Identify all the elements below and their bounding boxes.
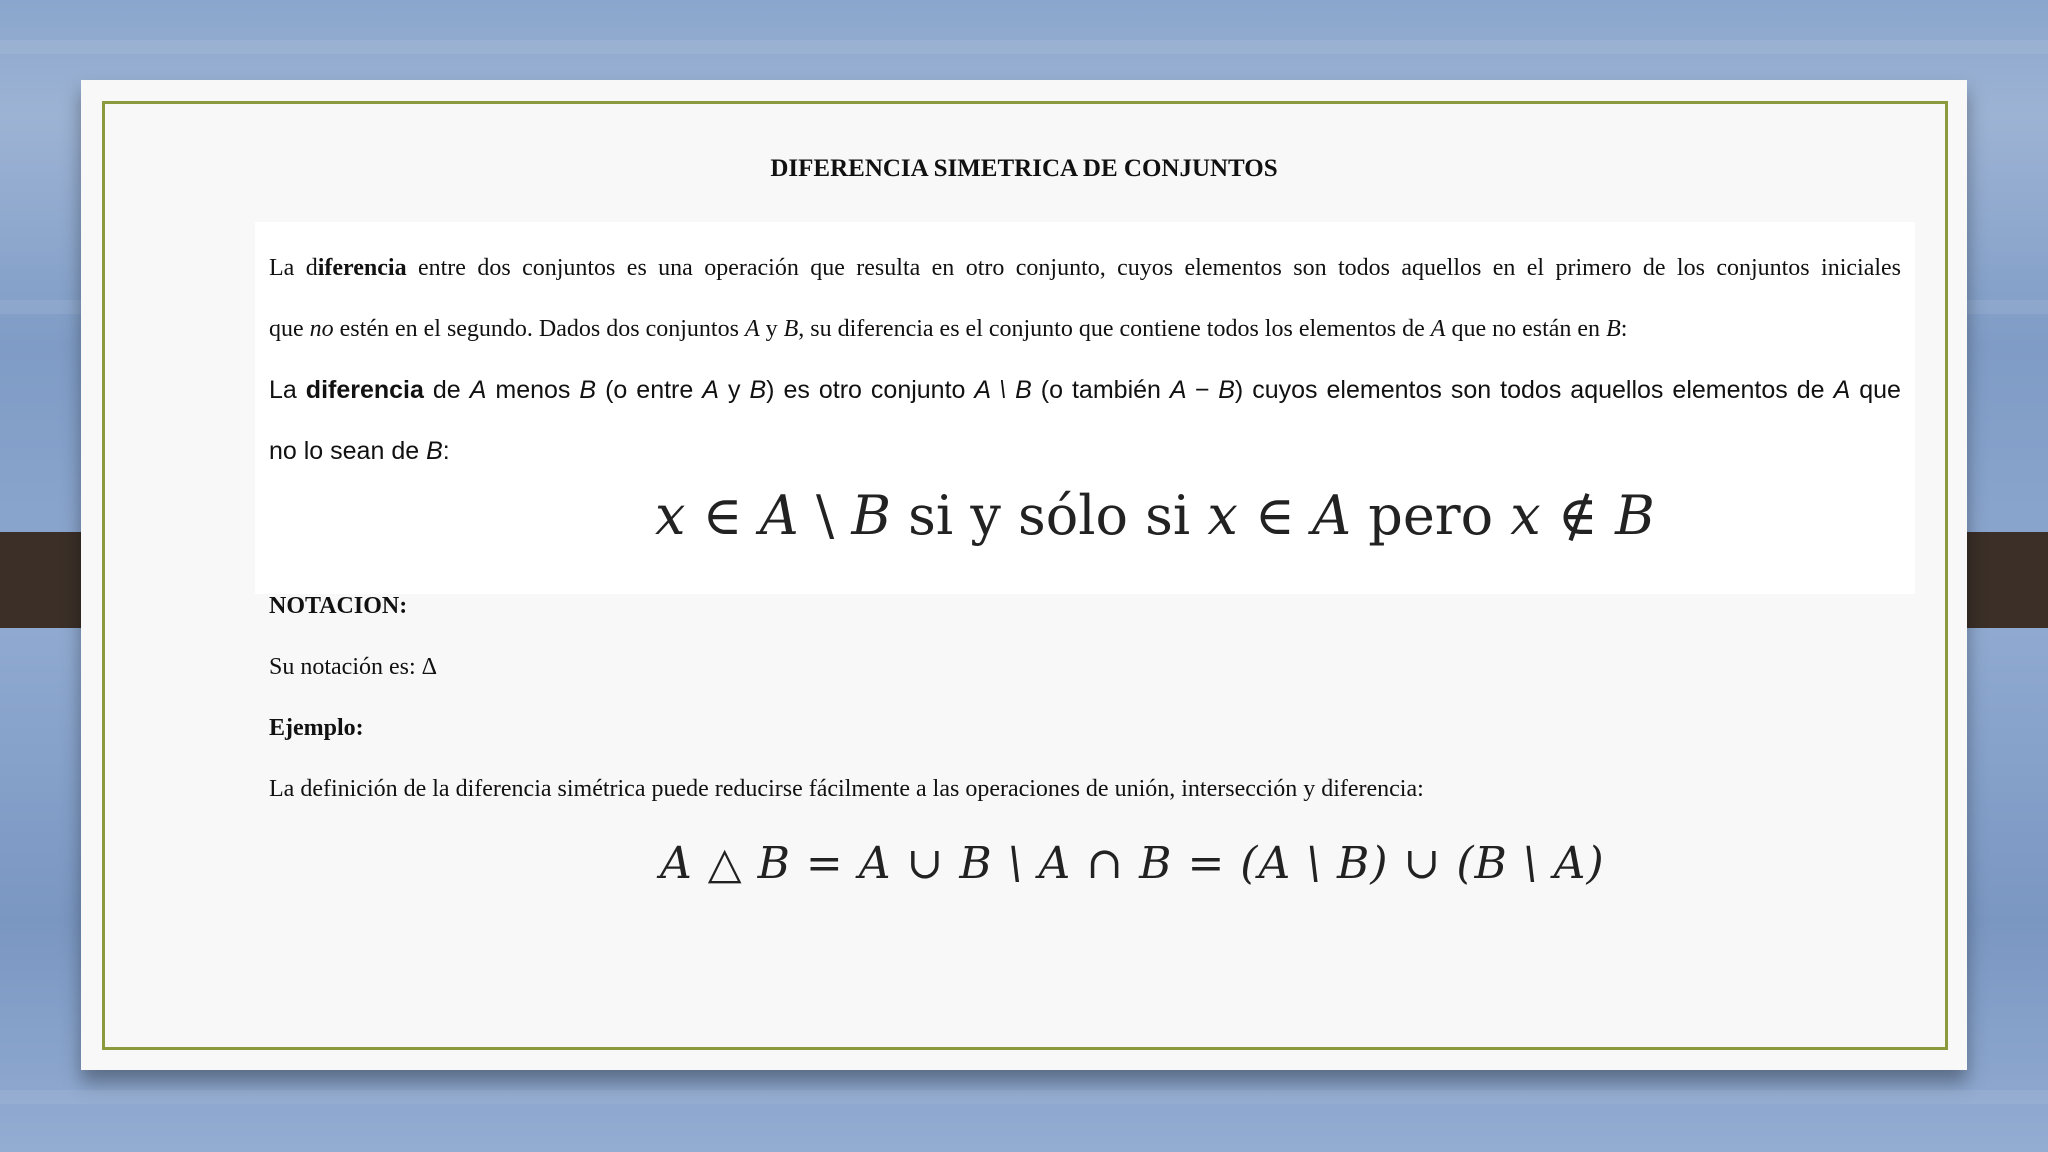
background-streak [0,40,2048,54]
notation-text: Su notación es: Δ [269,654,438,680]
definition-line-1: La diferencia de A menos B (o entre A y B) es otro conjunto A \ B (o también A − B) cuyos elementos son todos aquellos elementos de A que [269,376,1901,404]
intro-line-2: que no estén en el segundo. Dados dos conjuntos A y B, su diferencia es el conjunto que contiene todos los elementos de A que no están en B: [269,316,1628,342]
symmetric-difference-formula: A △ B = A ∪ B \ A ∩ B = (A \ B) ∪ (B \ A) [660,838,1605,889]
slide-title: DIFERENCIA SIMETRICA DE CONJUNTOS [770,155,1278,182]
intro-line-1: La diferencia entre dos conjuntos es una operación que resulta en otro conjunto, cuyos elementos son todos aquellos en el primero de los conjuntos iniciales [269,255,1902,281]
notation-heading: NOTACION: [269,593,408,619]
membership-formula: x ∈ A \ B si y sólo si x ∈ A pero x ∉ B [655,484,1655,547]
background-streak [0,1090,2048,1104]
example-text: La definición de la diferencia simétrica puede reducirse fácilmente a las operaciones de unión, intersección y diferencia: [269,776,1424,802]
example-heading: Ejemplo: [269,715,364,741]
definition-line-2: no lo sean de B: [269,437,450,465]
